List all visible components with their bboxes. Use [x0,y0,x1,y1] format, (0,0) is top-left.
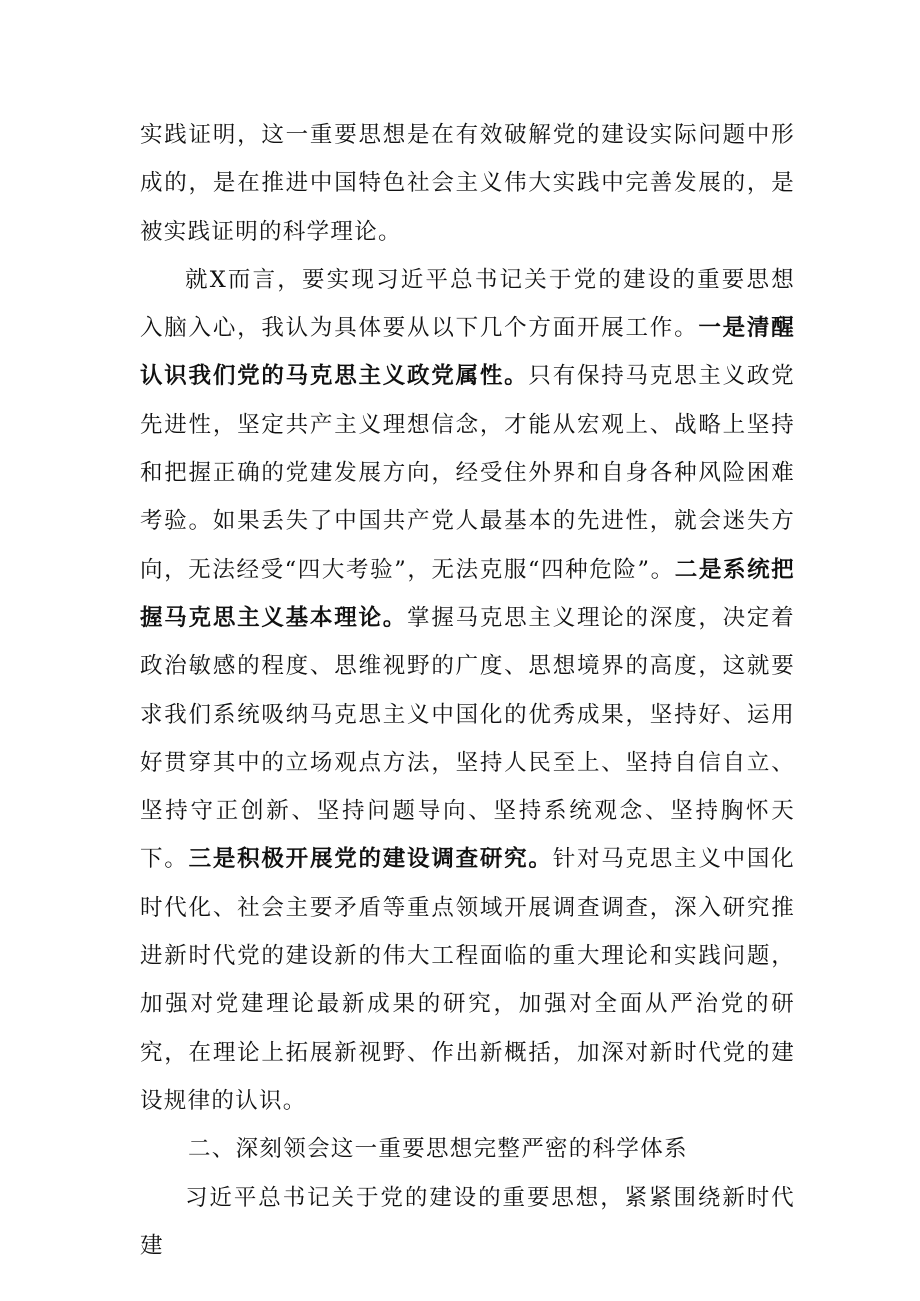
point-3-title: 三是积极开展党的建设调查研究。 [188,846,553,873]
point-2-body: 掌握马克思主义理论的深度，决定着政治敏感的程度、思维视野的广度、思想境界的高度，这就要求我们系统吸纳马克思主义中国化的优秀成果，坚持好、运用好贯穿其中的立场观点方法，坚持人民至上、坚持自信自立、坚持守正创新、坚持问题导向、坚持系统观念、坚持胸怀天下。 [140,604,795,873]
point-3-body: 针对马克思主义中国化时代化、社会主要矛盾等重点领域开展调查调查，深入研究推进新时代党的建设新的伟大工程面临的重大理论和实践问题，加强对党建理论最新成果的研究，加强对全面从严治党的研究，在理论上拓展新视野、作出新概括，加深对新时代党的建设规律的认识。 [140,846,795,1114]
paragraph-section-intro [140,1174,795,1271]
paragraph-text: 习近平总书记关于党的建设的重要思想，紧紧围绕新时代建 [140,1184,795,1259]
section-heading: 二、深刻领会这一重要思想完整严密的科学体系 [188,1136,688,1163]
paragraph-work-points [140,256,795,1125]
paragraph-text: 实践证明，这一重要思想是在有效破解党的建设实际问题中形成的，是在推进中国特色社会主义伟大实践中完善发展的，是被实践证明的科学理论。 [140,122,795,245]
paragraph-practice-proof [140,111,795,256]
point-1-body: 只有保持马克思主义政党先进性，坚定共产主义理想信念，才能从宏观上、战略上坚持和把握正确的党建发展方向，经受住外界和自身各种风险困难考验。如果丢失了中国共产党人最基本的先进性，就会迷失方向，无法经受“四大考验”，无法克服“四种危险”。 [140,363,795,583]
intro-text: 就X而言，要实现习近平总书记关于党的建设的重要思想入脑入心，我认为具体要从以下几个方面开展工作。 [140,266,795,342]
point-2-title: 二是系统把握马克思主义基本理论。 [140,556,795,631]
document-body [140,111,795,1270]
point-1-title: 一是清醒认识我们党的马克思主义政党属性。 [140,315,796,390]
